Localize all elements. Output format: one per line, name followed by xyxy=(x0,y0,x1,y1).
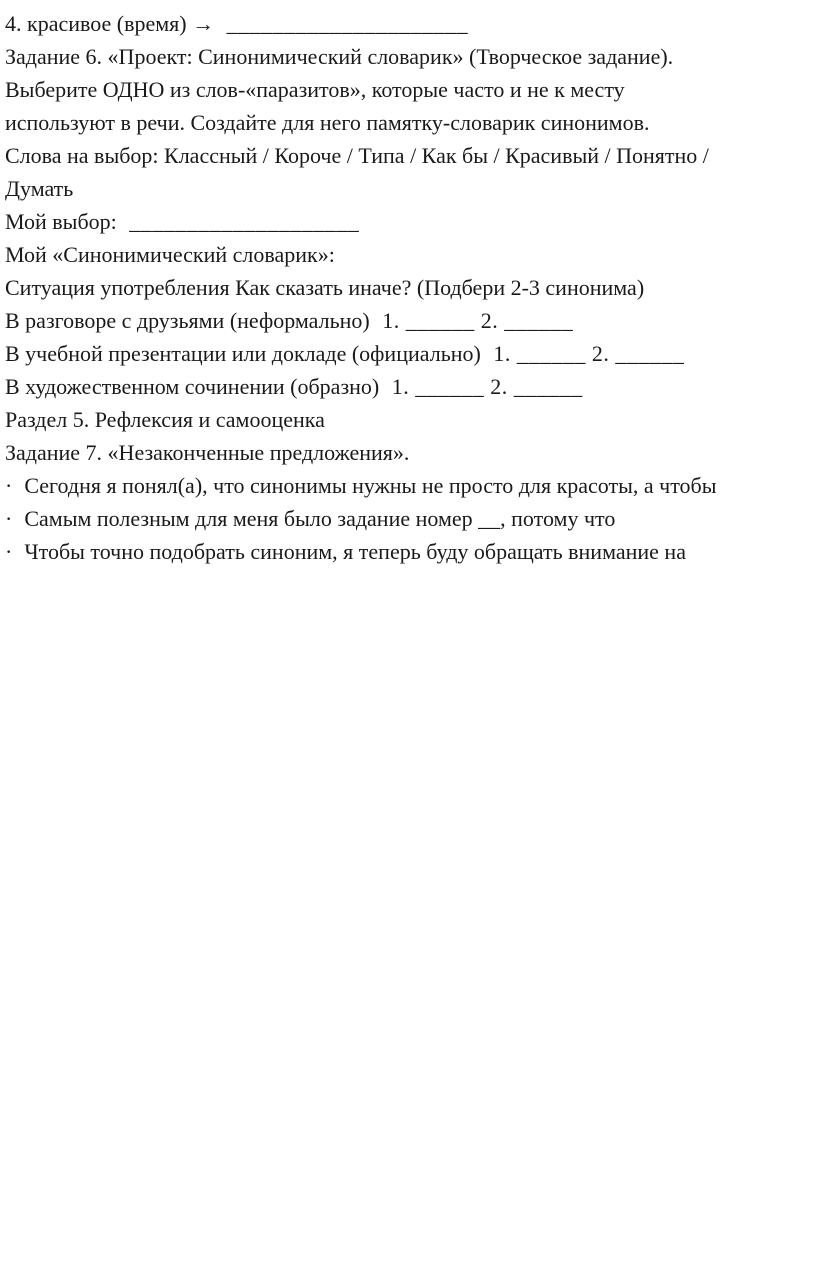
table-row-situation: В учебной презентации или докладе (официально) xyxy=(5,341,481,366)
task6-title: Задание 6. «Проект: Синонимический словарик» (Творческое задание). xyxy=(5,44,674,69)
task6-table-header: Ситуация употребления Как сказать иначе? (Подбери 2-3 синонима) xyxy=(5,275,645,300)
exercise-item-4-text: 4. красивое (время) → xyxy=(5,11,215,36)
bullet-dot: · xyxy=(5,473,13,498)
task6-my-choice xyxy=(5,205,806,238)
task7-bullet-text: Сегодня я понял(а), что синонимы нужны не просто для красоты, а чтобы xyxy=(24,473,717,498)
task6-instructions-line-2: используют в речи. Создайте для него памятку-словарик синонимов. xyxy=(5,110,650,135)
task6-word-options-line-2: Думать xyxy=(5,176,74,201)
table-row-answer-blanks: 1. ______ 2. ______ xyxy=(382,308,574,333)
table-row xyxy=(5,370,806,403)
task7-bullet-text: Самым полезным для меня было задание номер __, потому что xyxy=(24,506,616,531)
task6-dictionary-heading: Мой «Синонимический словарик»: xyxy=(5,242,335,267)
table-row-answer-blanks: 1. ______ 2. ______ xyxy=(391,374,583,399)
table-row xyxy=(5,304,806,337)
table-row-answer-blanks: 1. ______ 2. ______ xyxy=(493,341,685,366)
table-row xyxy=(5,337,806,370)
task6-word-options xyxy=(5,139,806,205)
table-row-situation: В художественном сочинении (образно) xyxy=(5,374,380,399)
bullet-dot: · xyxy=(5,539,13,564)
task6-my-choice-label: Мой выбор: xyxy=(5,209,117,234)
bullet-dot: · xyxy=(5,506,13,531)
task7-bullet-item xyxy=(5,502,806,535)
table-row-situation: В разговоре с друзьями (неформально) xyxy=(5,308,370,333)
task7-bullet-item xyxy=(5,535,806,568)
task7-bullet-item xyxy=(5,469,806,502)
exercise-item-4 xyxy=(5,7,806,40)
task7-title: Задание 7. «Незаконченные предложения». xyxy=(5,440,410,465)
task6-word-options-line-1: Слова на выбор: Классный / Короче / Типа / Как бы / Красивый / Понятно / xyxy=(5,143,709,168)
task6-instructions-line-1: Выберите ОДНО из слов-«паразитов», которые часто и не к месту xyxy=(5,77,625,102)
task6-instructions xyxy=(5,73,806,139)
exercise-item-4-blank: _____________________ xyxy=(226,11,469,36)
section5-title: Раздел 5. Рефлексия и самооценка xyxy=(5,407,325,432)
task6-my-choice-blank: ____________________ xyxy=(129,209,360,234)
task7-bullet-text: Чтобы точно подобрать синоним, я теперь буду обращать внимание на xyxy=(24,539,686,564)
